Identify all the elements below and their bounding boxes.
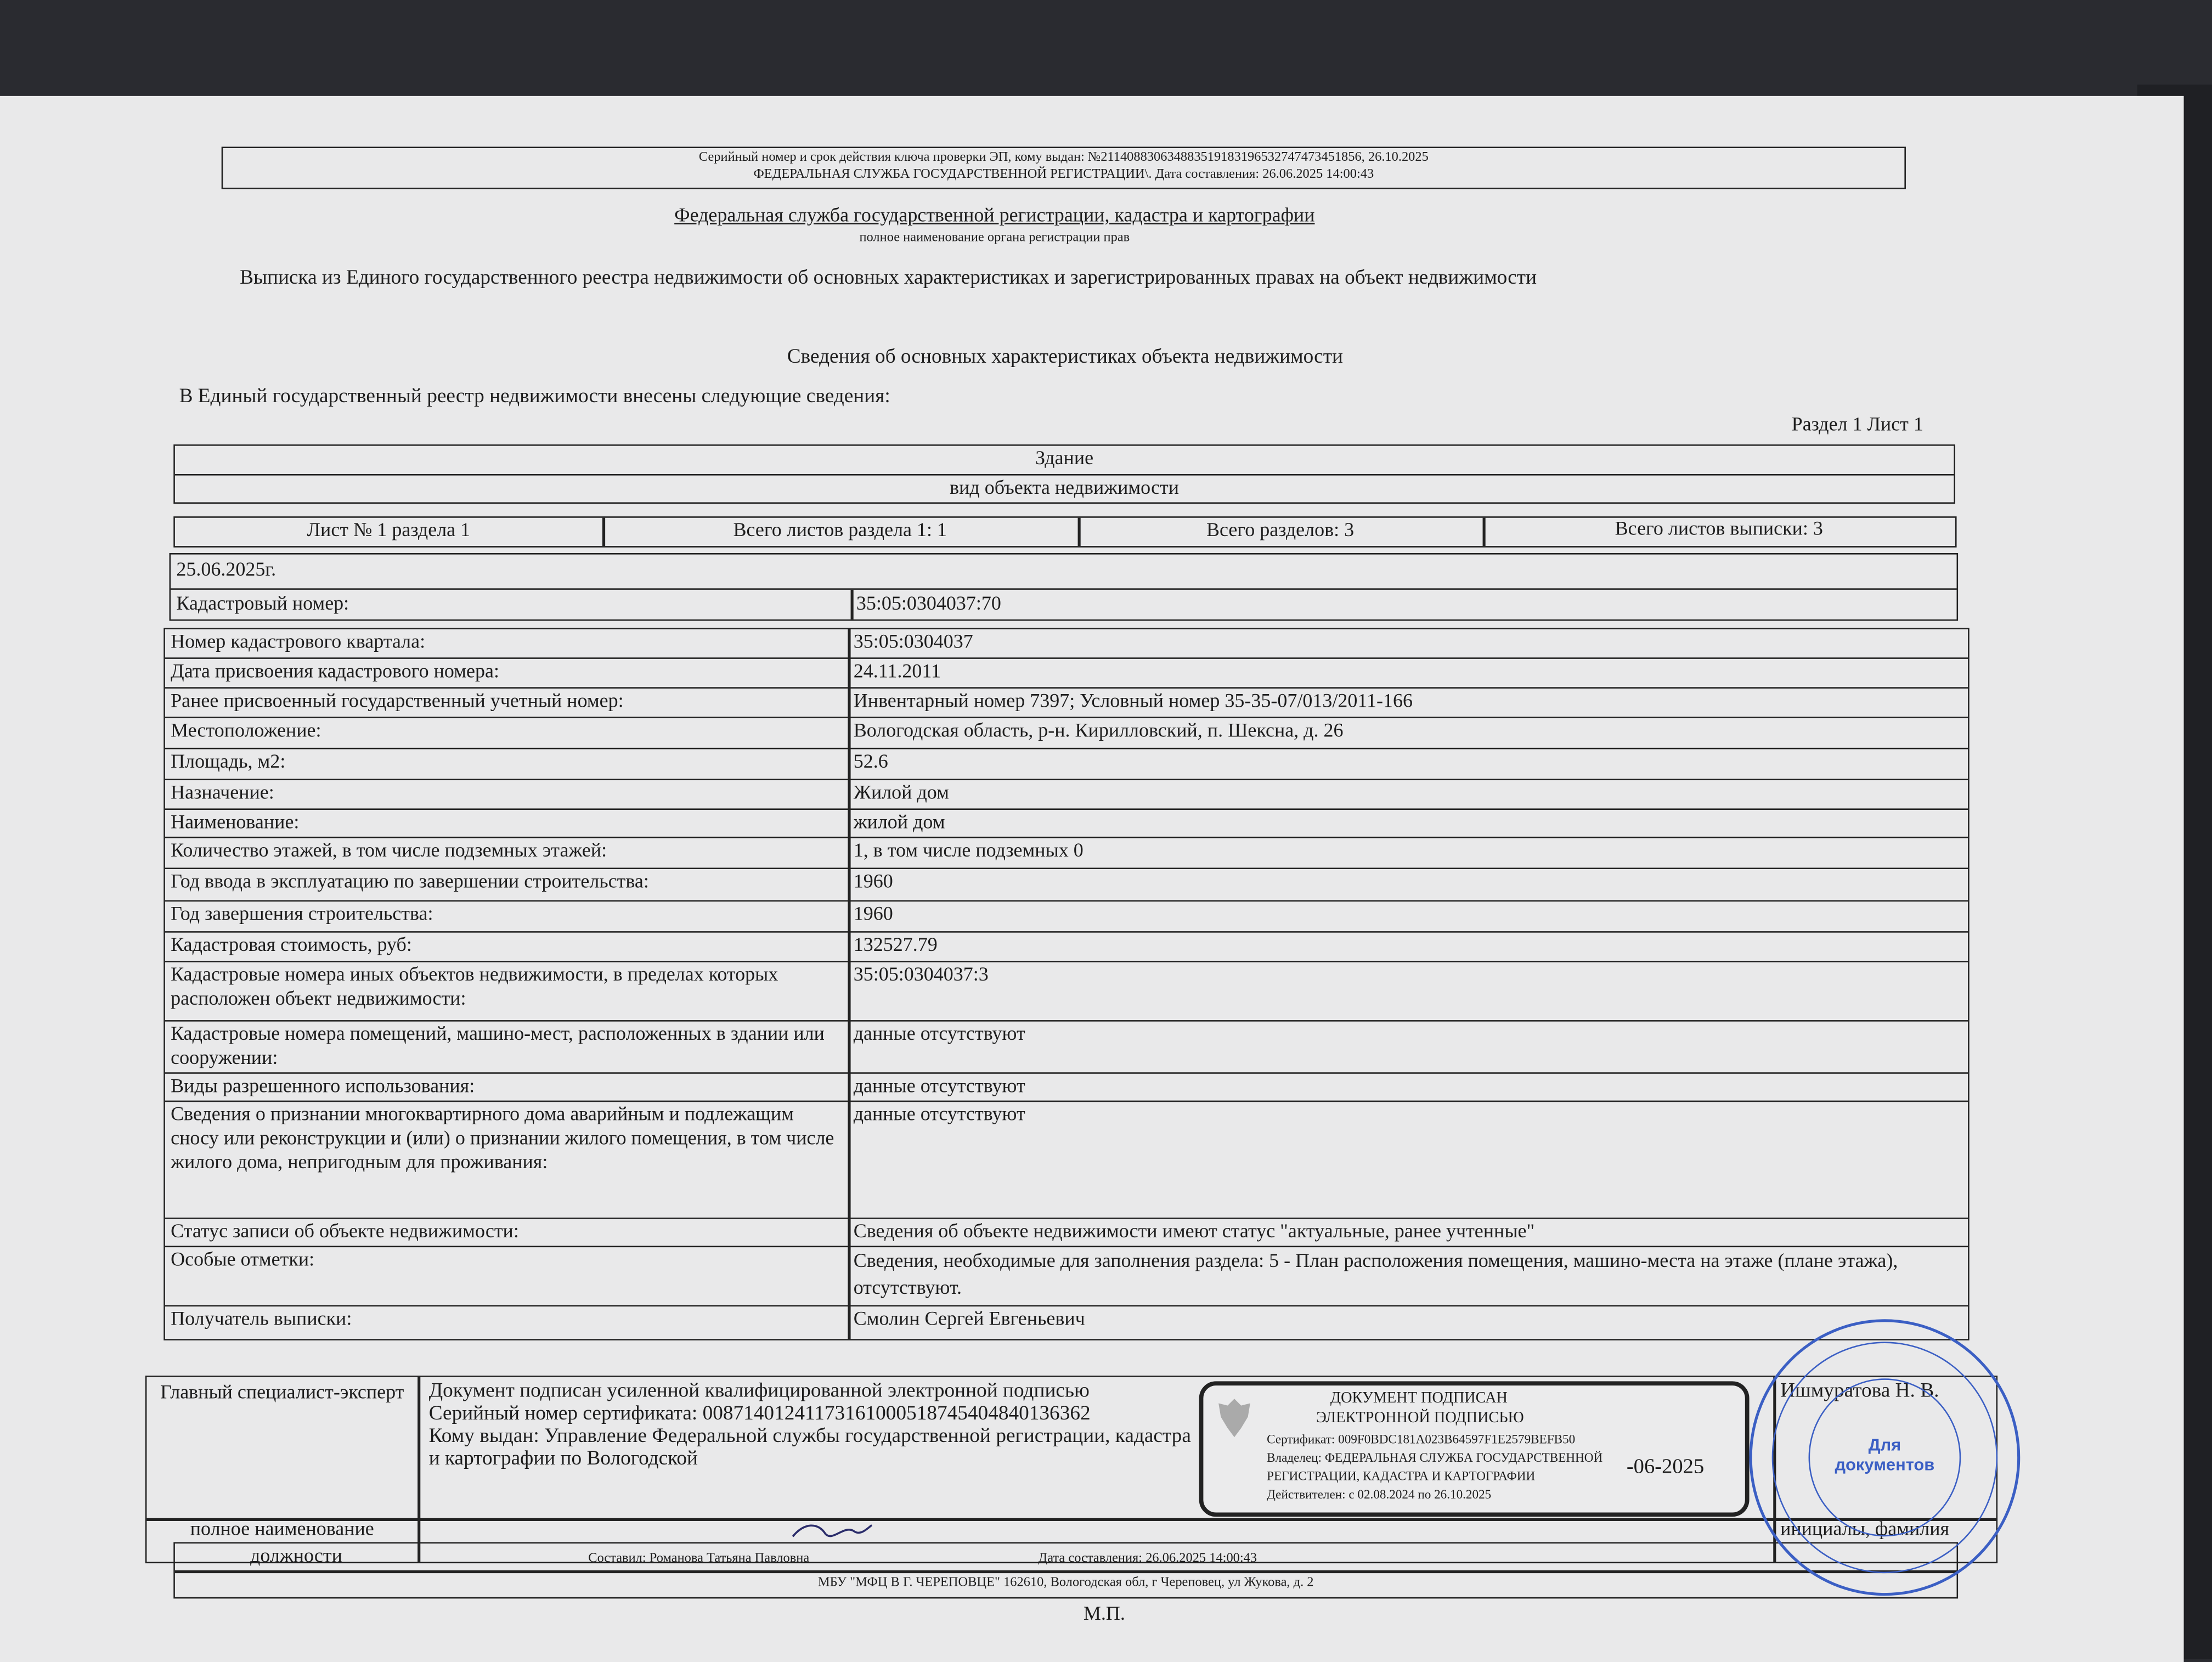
section-label: Раздел 1 Лист 1 bbox=[1791, 414, 1923, 436]
organization-seal bbox=[1750, 1319, 2021, 1596]
row-value: 1960 bbox=[853, 872, 893, 893]
row-value: 35:05:0304037 bbox=[853, 632, 973, 653]
row-label: Особые отметки: bbox=[171, 1250, 315, 1271]
table-row bbox=[165, 749, 1968, 780]
row-label: Статус записи об объекте недвижимости: bbox=[171, 1221, 519, 1243]
table-row bbox=[165, 659, 1968, 689]
row-value: 24.11.2011 bbox=[853, 661, 941, 683]
intro-text: В Единый государственный реестр недвижимости внесены следующие сведения: bbox=[179, 385, 890, 408]
extract-sheets-total: Всего листов выписки: 3 bbox=[1615, 519, 1823, 540]
mfc-address: МБУ "МФЦ В Г. ЧЕРЕПОВЦЕ" 162610, Вологодская обл, г Череповец, ул Жукова, д. 2 bbox=[817, 1576, 1314, 1590]
compiled-date: Дата составления: 26.06.2025 14:00:43 bbox=[1038, 1552, 1257, 1567]
sheet-number: Лист № 1 раздела 1 bbox=[307, 520, 471, 542]
table-row bbox=[165, 1247, 1968, 1306]
table-row bbox=[165, 1074, 1968, 1102]
stamp-owner-1: Владелец: ФЕДЕРАЛЬНАЯ СЛУЖБА ГОСУДАРСТВЕННОЙ bbox=[1267, 1450, 1603, 1465]
object-type: Здание bbox=[1035, 448, 1094, 470]
cadastral-number-table bbox=[170, 553, 1959, 621]
org-caption: полное наименование органа регистрации прав bbox=[859, 231, 1130, 246]
row-label: Кадастровые номера помещений, машино-мест, расположенных в здании или сооружении: bbox=[171, 1024, 825, 1070]
signature-serial: Серийный номер сертификата: 00871401241173161000518745404840136362 bbox=[428, 1402, 1091, 1426]
row-label: Год завершения строительства: bbox=[171, 904, 433, 926]
table-row bbox=[165, 869, 1968, 902]
row-label: Наименование: bbox=[171, 813, 300, 834]
table-row bbox=[165, 933, 1968, 962]
cadastral-number-label: Кадастровый номер: bbox=[176, 594, 349, 616]
table-row bbox=[165, 902, 1968, 933]
key-serial-line: Серийный номер и срок действия ключа проверки ЭП, кому выдан: №211408830634883519183196532747473451856, 26.10.2025 bbox=[698, 151, 1429, 165]
stamp-date-fragment: -06-2025 bbox=[1626, 1456, 1705, 1479]
table-row bbox=[165, 780, 1968, 810]
stamp-line-2: ЭЛЕКТРОННОЙ ПОДПИСЬЮ bbox=[1316, 1409, 1524, 1427]
stamp-certificate: Сертификат: 009F0BDC181A023B64597F1E2579BEFB50 bbox=[1267, 1432, 1576, 1446]
extract-date: 25.06.2025г. bbox=[176, 560, 276, 582]
table-row bbox=[165, 962, 1968, 1022]
row-value: 1960 bbox=[853, 904, 893, 926]
sections-total: Всего разделов: 3 bbox=[1206, 520, 1355, 542]
row-value: 35:05:0304037:3 bbox=[853, 965, 989, 987]
row-label: Ранее присвоенный государственный учетный номер: bbox=[171, 691, 624, 713]
stamp-validity: Действителен: с 02.08.2024 по 26.10.2025 bbox=[1267, 1487, 1492, 1501]
stamp-place: М.П. bbox=[1083, 1604, 1125, 1626]
row-label: Местоположение: bbox=[171, 720, 321, 742]
table-row bbox=[165, 1022, 1968, 1074]
row-label: Виды разрешенного использования: bbox=[171, 1076, 475, 1098]
object-type-table bbox=[173, 444, 1955, 504]
org-name: Федеральная служба государственной регистрации, кадастра и картографии bbox=[674, 206, 1315, 227]
table-row bbox=[165, 718, 1968, 750]
stamp-line-1: ДОКУМЕНТ ПОДПИСАН bbox=[1330, 1389, 1508, 1407]
section-title: Сведения об основных характеристиках объекта недвижимости bbox=[787, 345, 1344, 369]
row-label: Дата присвоения кадастрового номера: bbox=[171, 661, 499, 683]
name-caption: инициалы, фамилия bbox=[1780, 1519, 1950, 1541]
row-value: данные отсутствуют bbox=[853, 1105, 1025, 1126]
handwritten-signature bbox=[790, 1519, 874, 1542]
signer-name: Ишмуратова Н. В. bbox=[1780, 1379, 1939, 1402]
row-value: Сведения об объекте недвижимости имеют статус "актуальные, ранее учтенные" bbox=[853, 1221, 1535, 1243]
row-value: 1, в том числе подземных 0 bbox=[853, 841, 1084, 863]
footer-box bbox=[173, 1542, 1958, 1599]
seal-center-text: Для документов bbox=[1835, 1435, 1935, 1475]
cadastral-number-value: 35:05:0304037:70 bbox=[856, 594, 1001, 616]
row-value: 52.6 bbox=[853, 752, 888, 774]
table-row bbox=[165, 1102, 1968, 1219]
row-value: 132527.79 bbox=[853, 935, 938, 957]
row-label: Кадастровая стоимость, руб: bbox=[171, 935, 412, 957]
row-label: Сведения о признании многоквартирного дома аварийным и подлежащим сносу или реконструкции и (или) о признании жилого помещения, в том числе жилого дома, непригодным для проживания: bbox=[171, 1105, 834, 1174]
table-row bbox=[165, 1219, 1968, 1247]
characteristics-table bbox=[163, 628, 1969, 1340]
signer-position: Главный специалист-эксперт bbox=[160, 1382, 404, 1404]
row-value: данные отсутствуют bbox=[853, 1024, 1025, 1046]
row-value: Сведения, необходимые для заполнения раздела: 5 - План расположения помещения, машино-места на этаже (плане этажа), отсутствуют. bbox=[853, 1251, 1898, 1300]
row-value: Жилой дом bbox=[853, 783, 949, 804]
signature-doc-line-1: Документ подписан усиленной квалифицированной электронной подписью bbox=[428, 1379, 1090, 1402]
row-value: Вологодская область, р-н. Кирилловский, п. Шексна, д. 26 bbox=[853, 720, 1344, 742]
row-value: жилой дом bbox=[853, 813, 945, 834]
table-row bbox=[165, 629, 1968, 659]
electronic-signature-stamp bbox=[1199, 1381, 1750, 1517]
table-row bbox=[165, 1306, 1968, 1334]
key-org-line: ФЕДЕРАЛЬНАЯ СЛУЖБА ГОСУДАРСТВЕННОЙ РЕГИСТРАЦИИ\. Дата составления: 26.06.2025 14:00:43 bbox=[753, 167, 1374, 182]
stamp-owner-2: РЕГИСТРАЦИИ, КАДАСТРА И КАРТОГРАФИИ bbox=[1267, 1468, 1536, 1483]
row-value: Инвентарный номер 7397; Условный номер 35-35-07/013/2011-166 bbox=[853, 691, 1413, 713]
compiled-by: Составил: Романова Татьяна Павловна bbox=[588, 1552, 810, 1567]
signature-key-box bbox=[222, 147, 1906, 189]
row-value: Смолин Сергей Евгеньевич bbox=[853, 1309, 1085, 1331]
object-type-caption: вид объекта недвижимости bbox=[950, 478, 1180, 500]
row-label: Год ввода в эксплуатацию по завершении строительства: bbox=[171, 872, 649, 893]
document-title: Выписка из Единого государственного реестра недвижимости об основных характеристиках и зарегистрированных правах на объект недвижимости bbox=[240, 266, 1537, 290]
position-caption-2: должности bbox=[250, 1546, 342, 1568]
row-label: Кадастровые номера иных объектов недвижимости, в пределах которых расположен объект недвижимости: bbox=[171, 965, 778, 1011]
signature-doc-lines bbox=[429, 1380, 1198, 1471]
sheet-info-table bbox=[173, 516, 1956, 548]
row-label: Площадь, м2: bbox=[171, 752, 286, 774]
coat-of-arms-icon bbox=[1212, 1394, 1257, 1442]
table-row bbox=[165, 810, 1968, 838]
section-sheets-total: Всего листов раздела 1: 1 bbox=[733, 520, 947, 542]
table-row bbox=[165, 838, 1968, 869]
row-value: данные отсутствуют bbox=[853, 1076, 1025, 1098]
row-label: Назначение: bbox=[171, 783, 274, 804]
table-row bbox=[165, 689, 1968, 718]
row-label: Количество этажей, в том числе подземных этажей: bbox=[171, 841, 607, 863]
row-label: Получатель выписки: bbox=[171, 1309, 352, 1331]
signature-issued-to: Кому выдан: Управление Федеральной службы государственной регистрации, кадастра и картографии по Вологодской bbox=[428, 1425, 1191, 1471]
position-caption: полное наименование bbox=[190, 1519, 374, 1541]
row-label: Номер кадастрового квартала: bbox=[171, 632, 426, 653]
